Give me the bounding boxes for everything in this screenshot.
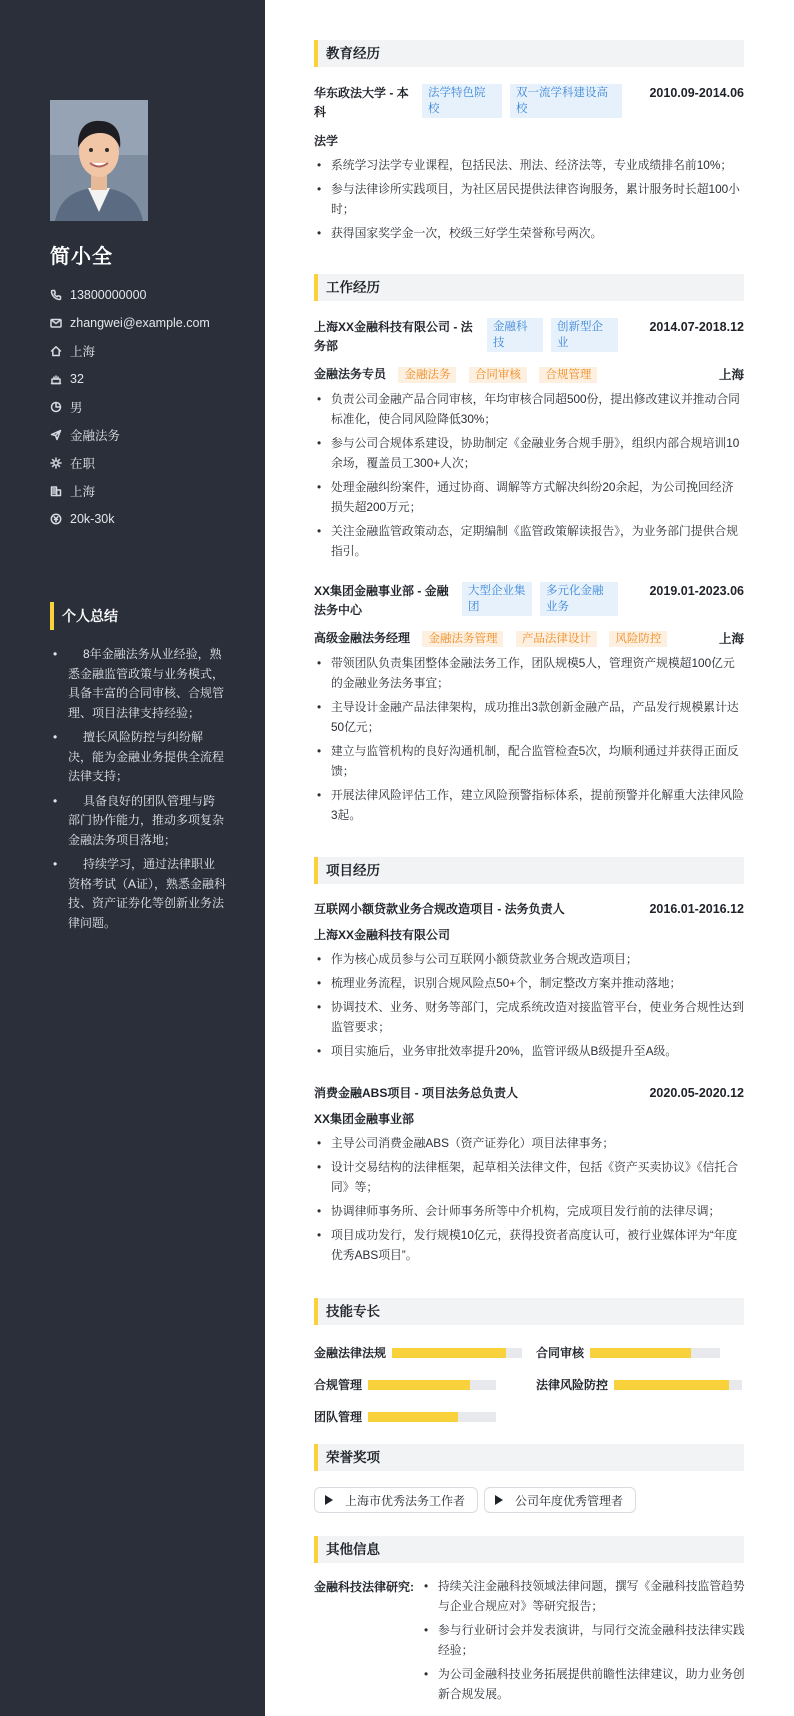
- role-tag: 金融法务: [398, 367, 456, 383]
- role-tag: 金融法务管理: [422, 631, 503, 647]
- skill-item: [314, 1376, 496, 1393]
- info-gender-text: 男: [70, 401, 83, 415]
- honor-badge: [314, 1487, 478, 1513]
- skill-item: [536, 1376, 742, 1393]
- project-date: 2016.01-2016.12: [649, 902, 744, 916]
- education-major: 法学: [314, 134, 339, 148]
- info-email-text: zhangwei@example.com: [70, 316, 210, 330]
- job-location: 上海: [718, 632, 744, 646]
- info-salary: [50, 505, 210, 533]
- avatar-photo: [50, 100, 148, 221]
- bullet-item: • 设计交易结构的法律框架，起草相关法律文件，包括《资产买卖协议》《信托合同》等；: [314, 1157, 744, 1197]
- skill-bar: [392, 1348, 522, 1358]
- school-tag: 双一流学科建设高校: [510, 84, 622, 118]
- info-city-text: 上海: [70, 345, 96, 359]
- other-heading: 其他信息: [314, 1536, 744, 1563]
- skill-bar: [368, 1412, 496, 1422]
- project-bullets: [314, 1133, 744, 1265]
- school-tag: 法学特色院校: [422, 84, 502, 118]
- skill-item: [314, 1408, 496, 1425]
- education-date: 2010.09-2014.06: [649, 86, 744, 100]
- info-position-text: 金融法务: [70, 429, 121, 443]
- bullet-item: • 带领团队负责集团整体金融法务工作，团队规模5人，管理资产规模超100亿元的金融业务法务事宜；: [314, 653, 744, 693]
- bullet-item: • 为公司金融科技业务拓展提供前瞻性法律建议，助力业务创新合规发展。: [421, 1664, 746, 1704]
- job-bullets: [314, 389, 744, 561]
- contact-info-list: [50, 281, 210, 533]
- skill-bar: [590, 1348, 720, 1358]
- role-tag: 合规管理: [539, 367, 597, 383]
- summary-list: [68, 645, 226, 938]
- skill-bar-fill: [590, 1348, 691, 1358]
- bullet-item: • 项目实施后，业务审批效率提升20%，监管评级从B级提升至A级。: [314, 1041, 744, 1061]
- bullet-item: • 负责公司金融产品合同审核，年均审核合同超500份，提出修改建议并推动合同标准化，使合同风险降低30%；: [314, 389, 744, 429]
- salary-icon: [50, 513, 62, 525]
- company-name: XX集团金融事业部 - 金融法务中心: [314, 584, 449, 617]
- education-bullets: [314, 155, 744, 243]
- bullet-item: • 获得国家奖学金一次，校级三好学生荣誉称号两次。: [314, 223, 744, 243]
- other-label: 金融科技法律研究:: [314, 1580, 414, 1594]
- work-entry: [314, 318, 744, 565]
- bullet-item: • 系统学习法学专业课程，包括民法、刑法、经济法等，专业成绩排名前10%；: [314, 155, 744, 175]
- bullet-item: • 开展法律风险评估工作，建立风险预警指标体系，提前预警并化解重大法律风险3起。: [314, 785, 744, 825]
- other-bullets: [421, 1576, 746, 1708]
- skill-name: 团队管理: [314, 1410, 363, 1424]
- company-tag: 大型企业集团: [462, 582, 532, 616]
- skill-item: [314, 1344, 522, 1361]
- project-name: 互联网小额贷款业务合规改造项目 - 法务负责人: [314, 902, 565, 916]
- info-phone-text: 13800000000: [70, 288, 147, 302]
- status-icon: [50, 457, 62, 469]
- role-tag: 合同审核: [469, 367, 527, 383]
- cake-icon: [50, 373, 62, 385]
- skill-bar-fill: [368, 1412, 458, 1422]
- bullet-item: • 参与行业研讨会并发表演讲，与同行交流金融科技法律实践经验；: [421, 1620, 746, 1660]
- education-heading: 教育经历: [314, 40, 744, 67]
- company-name: 上海XX金融科技有限公司 - 法务部: [314, 320, 473, 353]
- project-org: 上海XX金融科技有限公司: [314, 928, 451, 942]
- bullet-item: • 建立与监管机构的良好沟通机制，配合监管检查5次，均顺利通过并获得正面反馈；: [314, 741, 744, 781]
- role-tag: 产品法律设计: [516, 631, 597, 647]
- skill-name: 合规管理: [314, 1378, 363, 1392]
- job-date: 2019.01-2023.06: [649, 584, 744, 598]
- education-entry: [314, 84, 744, 247]
- info-age: [50, 365, 210, 393]
- bullet-item: • 主导公司消费金融ABS（资产证券化）项目法律事务；: [314, 1133, 744, 1153]
- job-title: 高级金融法务经理: [314, 631, 411, 645]
- info-gender: [50, 393, 210, 421]
- company-tag: 创新型企业: [551, 318, 618, 352]
- skill-name: 金融法律法规: [314, 1346, 387, 1360]
- building-icon: [50, 485, 62, 497]
- info-work-city: [50, 477, 210, 505]
- summary-item: • 持续学习，通过法律职业资格考试（A证），熟悉金融科技、资产证券化等创新业务法律问题。: [68, 855, 226, 933]
- bullet-item: • 协调技术、业务、财务等部门，完成系统改造对接监管平台，使业务合规性达到监管要求；: [314, 997, 744, 1037]
- project-org: XX集团金融事业部: [314, 1112, 415, 1126]
- bullet-item: • 参与公司合规体系建设，协助制定《金融业务合规手册》，组织内部合规培训10余场，覆盖员工300+人次；: [314, 433, 744, 473]
- skill-item: [536, 1344, 720, 1361]
- job-title: 金融法务专员: [314, 367, 387, 381]
- project-entry: [314, 900, 744, 1065]
- skill-name: 合同审核: [536, 1346, 585, 1360]
- skill-bar: [614, 1380, 742, 1390]
- skill-bar-fill: [614, 1380, 729, 1390]
- bullet-item: • 持续关注金融科技领域法律问题，撰写《金融科技监管趋势与企业合规应对》等研究报告；: [421, 1576, 746, 1616]
- honor-badge: [484, 1487, 636, 1513]
- role-tag: 风险防控: [609, 631, 667, 647]
- home-icon: [50, 345, 62, 357]
- info-city: [50, 337, 210, 365]
- skills-heading: 技能专长: [314, 1298, 744, 1325]
- info-position: [50, 421, 210, 449]
- bullet-item: • 项目成功发行，发行规模10亿元，获得投资者高度认可，被行业媒体评为“年度优秀ABS项目”。: [314, 1225, 744, 1265]
- bullet-item: • 参与法律诊所实践项目，为社区居民提供法律咨询服务，累计服务时长超100小时；: [314, 179, 744, 219]
- skill-bar: [368, 1380, 496, 1390]
- bullet-item: • 处理金融纠纷案件，通过协商、调解等方式解决纠纷20余起，为公司挽回经济损失超200万元；: [314, 477, 744, 517]
- company-tag: 金融科技: [487, 318, 543, 352]
- work-entry: [314, 582, 744, 829]
- info-age-text: 32: [70, 372, 84, 386]
- phone-icon: [50, 289, 62, 301]
- project-entry: [314, 1084, 744, 1269]
- project-date: 2020.05-2020.12: [649, 1086, 744, 1100]
- job-bullets: [314, 653, 744, 825]
- project-bullets: [314, 949, 744, 1061]
- mail-icon: [50, 317, 62, 329]
- summary-item: • 擅长风险防控与纠纷解决，能为金融业务提供全流程法律支持；: [68, 728, 226, 787]
- company-tag: 多元化金融业务: [540, 582, 618, 616]
- project-name: 消费金融ABS项目 - 项目法务总负责人: [314, 1086, 519, 1100]
- school-name: 华东政法大学 - 本科: [314, 86, 409, 119]
- projects-heading: 项目经历: [314, 857, 744, 884]
- info-work-city-text: 上海: [70, 485, 96, 499]
- bullet-item: • 主导设计金融产品法律架构，成功推出3款创新金融产品，产品发行规模累计达50亿元；: [314, 697, 744, 737]
- skill-name: 法律风险防控: [536, 1378, 609, 1392]
- honor-text: 公司年度优秀管理者: [515, 1493, 624, 1508]
- skill-bar-fill: [368, 1380, 470, 1390]
- bullet-item: • 协调律师事务所、会计师事务所等中介机构，完成项目发行前的法律尽调；: [314, 1201, 744, 1221]
- skill-bar-fill: [392, 1348, 506, 1358]
- summary-item: • 具备良好的团队管理与跨部门协作能力，推动多项复杂金融法务项目落地；: [68, 792, 226, 851]
- honor-text: 上海市优秀法务工作者: [345, 1493, 466, 1508]
- sidebar: [0, 0, 265, 1716]
- work-heading: 工作经历: [314, 274, 744, 301]
- honors-heading: 荣誉奖项: [314, 1444, 744, 1471]
- send-icon: [50, 429, 62, 441]
- bullet-item: • 作为核心成员参与公司互联网小额贷款业务合规改造项目；: [314, 949, 744, 969]
- info-status-text: 在职: [70, 457, 96, 471]
- job-date: 2014.07-2018.12: [649, 320, 744, 334]
- play-icon: [495, 1495, 503, 1505]
- summary-heading: 个人总结: [50, 602, 118, 630]
- bullet-item: • 关注金融监管政策动态，定期编制《监管政策解读报告》，为业务部门提供合规指引。: [314, 521, 744, 561]
- play-icon: [325, 1495, 333, 1505]
- info-phone: [50, 281, 210, 309]
- info-email: [50, 309, 210, 337]
- info-status: [50, 449, 210, 477]
- summary-item: • 8年金融法务从业经验，熟悉金融监管政策与业务模式，具备丰富的合同审核、合规管理、项目法律支持经验；: [68, 645, 226, 723]
- job-location: 上海: [718, 368, 744, 382]
- candidate-name: 简小全: [50, 246, 113, 268]
- bullet-item: • 梳理业务流程，识别合规风险点50+个，制定整改方案并推动落地；: [314, 973, 744, 993]
- info-salary-text: 20k-30k: [70, 512, 115, 526]
- gender-icon: [50, 401, 62, 413]
